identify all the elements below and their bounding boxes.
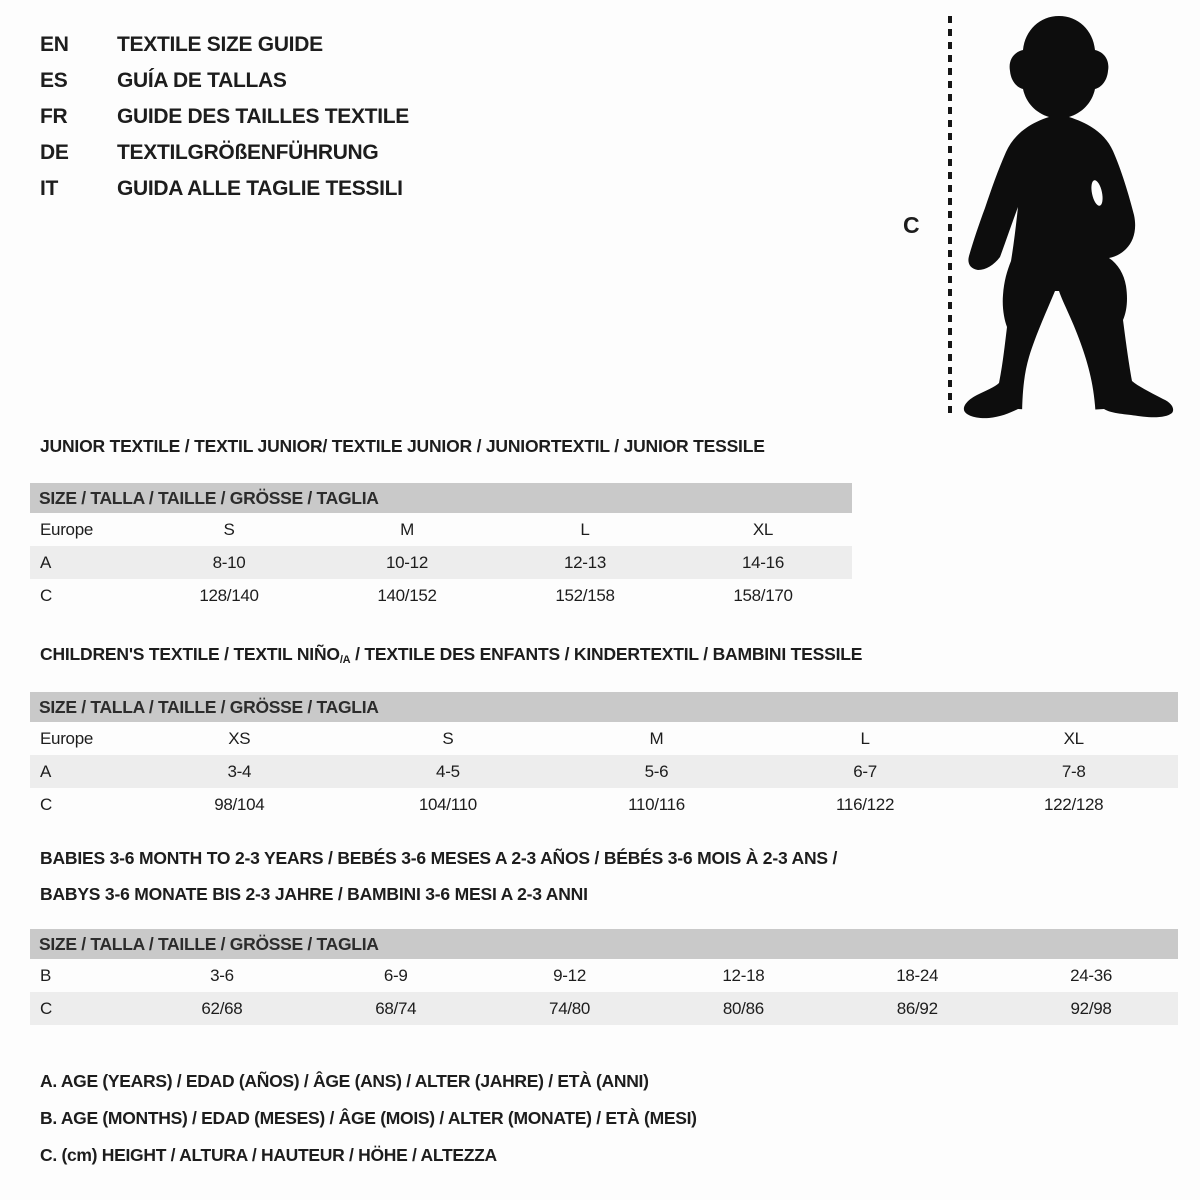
- table-cell: 18-24: [896, 965, 939, 985]
- table-cell: 74/80: [549, 998, 591, 1018]
- junior-size-header-bar: SIZE / TALLA / TAILLE / GRÖSSE / TAGLIA: [30, 483, 852, 513]
- table-cell: 9-12: [553, 965, 586, 985]
- row-label: C: [40, 585, 52, 605]
- children-size-table: [30, 692, 1178, 821]
- lang-row-fr: [40, 99, 409, 135]
- table-row-height: [30, 579, 852, 612]
- lang-row-de: [40, 135, 409, 171]
- junior-size-table: [30, 483, 852, 612]
- table-cell: 68/74: [375, 998, 417, 1018]
- legend-line-a: A. AGE (YEARS) / EDAD (AÑOS) / ÂGE (ANS) / ALTER (JAHRE) / ETÀ (ANNI): [40, 1071, 649, 1091]
- lang-title: GUIDA ALLE TAGLIE TESSILI: [117, 177, 403, 200]
- legend-line-c: C. (cm) HEIGHT / ALTURA / HAUTEUR / HÖHE / ALTEZZA: [40, 1145, 497, 1165]
- table-cell: L: [580, 519, 590, 539]
- row-label: Europe: [40, 519, 94, 539]
- row-label: B: [40, 965, 52, 985]
- height-measure-label: C: [903, 212, 920, 238]
- babies-size-header-bar: SIZE / TALLA / TAILLE / GRÖSSE / TAGLIA: [30, 929, 1178, 959]
- table-cell: 4-5: [436, 761, 460, 781]
- lang-title: TEXTILE SIZE GUIDE: [117, 33, 323, 56]
- children-title-pre: CHILDREN'S TEXTILE / TEXTIL NIÑO: [40, 644, 340, 664]
- row-label: C: [40, 998, 52, 1018]
- table-row-age-months: [30, 959, 1178, 992]
- lang-row-it: [40, 171, 409, 207]
- lang-code: DE: [40, 141, 69, 164]
- lang-row-en: [40, 27, 409, 63]
- toddler-silhouette-icon: [956, 12, 1182, 424]
- junior-section-title: JUNIOR TEXTILE / TEXTIL JUNIOR/ TEXTILE JUNIOR / JUNIORTEXTIL / JUNIOR TESSILE: [40, 436, 765, 456]
- row-label: A: [40, 761, 52, 781]
- table-cell: 62/68: [201, 998, 243, 1018]
- table-row-europe: [30, 513, 852, 546]
- row-label: Europe: [40, 728, 94, 748]
- children-section-title: [40, 644, 862, 666]
- table-cell: 12-18: [722, 965, 765, 985]
- children-title-post: / TEXTILE DES ENFANTS / KINDERTEXTIL / BAMBINI TESSILE: [350, 644, 863, 664]
- lang-row-es: [40, 63, 409, 99]
- table-cell: 10-12: [386, 552, 428, 572]
- table-cell: S: [442, 728, 454, 748]
- children-size-header-bar: SIZE / TALLA / TAILLE / GRÖSSE / TAGLIA: [30, 692, 1178, 722]
- table-cell: 158/170: [733, 585, 793, 605]
- table-cell: 3-4: [227, 761, 252, 781]
- babies-section-title-line1: BABIES 3-6 MONTH TO 2-3 YEARS / BEBÉS 3-6 MESES A 2-3 AÑOS / BÉBÉS 3-6 MOIS À 2-3 ANS /: [40, 848, 838, 868]
- lang-title: GUIDE DES TAILLES TEXTILE: [117, 105, 409, 128]
- row-label: A: [40, 552, 52, 572]
- table-row-height: [30, 788, 1178, 821]
- table-cell: 24-36: [1070, 965, 1113, 985]
- lang-title: TEXTILGRÖßENFÜHRUNG: [117, 141, 379, 164]
- table-cell: 116/122: [836, 794, 895, 814]
- table-cell: M: [649, 728, 664, 748]
- lang-title: GUÍA DE TALLAS: [117, 69, 287, 92]
- table-cell: XL: [752, 519, 774, 539]
- table-cell: 7-8: [1061, 761, 1086, 781]
- table-cell: 128/140: [199, 585, 259, 605]
- table-cell: 3-6: [210, 965, 234, 985]
- table-cell: L: [860, 728, 870, 748]
- table-cell: XS: [228, 728, 251, 748]
- babies-size-table: [30, 929, 1178, 1025]
- lang-code: EN: [40, 33, 69, 56]
- measurement-legend: [40, 1071, 697, 1182]
- table-row-height: [30, 992, 1178, 1025]
- table-cell: 80/86: [722, 998, 764, 1018]
- lang-code: FR: [40, 105, 68, 128]
- table-cell: 140/152: [377, 585, 437, 605]
- table-row-age: [30, 755, 1178, 788]
- table-cell: 12-13: [564, 552, 606, 572]
- table-cell: 5-6: [644, 761, 669, 781]
- row-label: C: [40, 794, 52, 814]
- table-row-age: [30, 546, 852, 579]
- table-cell: 6-7: [853, 761, 877, 781]
- table-cell: 122/128: [1043, 794, 1104, 814]
- table-cell: 8-10: [212, 552, 246, 572]
- table-row-europe: [30, 722, 1178, 755]
- table-cell: S: [223, 519, 235, 539]
- lang-code: IT: [40, 177, 59, 200]
- height-measure-line: [948, 16, 952, 416]
- table-cell: XL: [1063, 728, 1084, 748]
- language-title-list: [40, 27, 409, 207]
- table-cell: 104/110: [418, 794, 477, 814]
- children-title-sub: /A: [339, 654, 351, 666]
- table-cell: 110/116: [628, 794, 685, 814]
- table-cell: 152/158: [555, 585, 615, 605]
- table-cell: M: [400, 519, 414, 539]
- table-cell: 14-16: [742, 552, 784, 572]
- table-cell: 98/104: [214, 794, 265, 814]
- legend-line-b: B. AGE (MONTHS) / EDAD (MESES) / ÂGE (MOIS) / ALTER (MONATE) / ETÀ (MESI): [40, 1108, 697, 1128]
- babies-section-title-line2: BABYS 3-6 MONATE BIS 2-3 JAHRE / BAMBINI 3-6 MESI A 2-3 ANNI: [40, 884, 588, 904]
- table-cell: 6-9: [383, 965, 408, 985]
- table-cell: 86/92: [896, 998, 938, 1018]
- table-cell: 92/98: [1070, 998, 1112, 1018]
- lang-code: ES: [40, 69, 68, 92]
